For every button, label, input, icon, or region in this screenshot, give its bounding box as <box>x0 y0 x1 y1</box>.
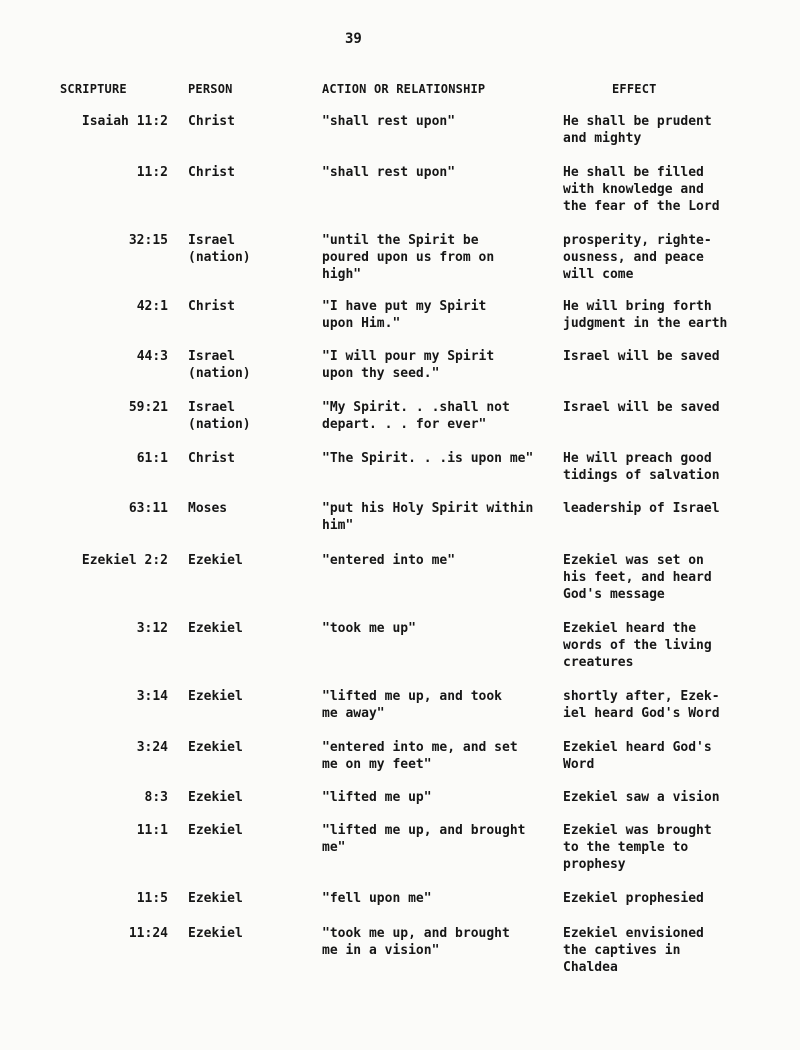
scripture-ref: 59:21 <box>128 400 168 415</box>
effect-cell: Ezekiel prophesied <box>563 891 704 906</box>
effect-cell: Ezekiel was set on his feet, and heard God's message <box>563 553 712 602</box>
action-cell: "entered into me, and set me on my feet" <box>322 740 518 772</box>
effect-cell: prosperity, righte- ousness, and peace will come <box>563 233 712 282</box>
scripture-ref: 11:24 <box>128 926 168 941</box>
effect-cell: He shall be filled with knowledge and the fear of the Lord <box>563 165 720 214</box>
action-cell: "lifted me up" <box>322 790 432 805</box>
person-cell: Christ <box>188 114 235 129</box>
person-cell: Ezekiel <box>188 823 243 838</box>
person-cell: Moses <box>188 501 228 516</box>
effect-cell: Ezekiel heard the words of the living creatures <box>563 621 712 670</box>
scripture-ref: 11:2 <box>136 165 168 180</box>
action-cell: "I will pour my Spirit upon thy seed." <box>322 349 495 381</box>
person-cell: Israel (nation) <box>188 233 251 265</box>
effect-cell: He will preach good tidings of salvation <box>563 451 720 483</box>
person-cell: Ezekiel <box>188 621 243 636</box>
scripture-ref: 11:1 <box>136 823 168 838</box>
scripture-ref: 42:1 <box>136 299 168 314</box>
header-person: PERSON <box>188 82 233 96</box>
scripture-ref: 63:11 <box>128 501 168 516</box>
scripture-ref: Isaiah 11:2 <box>81 114 168 129</box>
effect-cell: Ezekiel heard God's Word <box>563 740 712 772</box>
action-cell: "until the Spirit be poured upon us from on high" <box>322 233 495 282</box>
effect-cell: Israel will be saved <box>563 349 720 364</box>
effect-cell: shortly after, Ezek- iel heard God's Word <box>563 689 720 721</box>
person-cell: Christ <box>188 299 235 314</box>
person-cell: Ezekiel <box>188 891 243 906</box>
person-cell: Ezekiel <box>188 790 243 805</box>
action-cell: "My Spirit. . .shall not depart. . . for ever" <box>322 400 510 432</box>
scripture-ref: 3:14 <box>136 689 168 704</box>
header-action: ACTION OR RELATIONSHIP <box>322 82 486 96</box>
action-cell: "lifted me up, and brought me" <box>322 823 526 855</box>
action-cell: "fell upon me" <box>322 891 432 906</box>
person-cell: Ezekiel <box>188 740 243 755</box>
person-cell: Ezekiel <box>188 926 243 941</box>
effect-cell: Ezekiel was brought to the temple to prophesy <box>563 823 712 872</box>
scripture-ref: Ezekiel 2:2 <box>81 553 168 568</box>
effect-cell: Ezekiel saw a vision <box>563 790 720 805</box>
action-cell: "put his Holy Spirit within him" <box>322 501 534 533</box>
action-cell: "entered into me" <box>322 553 456 568</box>
effect-cell: He will bring forth judgment in the earth <box>563 299 728 331</box>
scripture-ref: 3:12 <box>136 621 168 636</box>
scripture-ref: 8:3 <box>144 790 168 805</box>
person-cell: Christ <box>188 165 235 180</box>
effect-cell: Ezekiel envisioned the captives in Chaldea <box>563 926 704 975</box>
page-number: 39 <box>345 31 362 47</box>
person-cell: Ezekiel <box>188 553 243 568</box>
effect-cell: leadership of Israel <box>563 501 720 516</box>
action-cell: "I have put my Spirit upon Him." <box>322 299 487 331</box>
action-cell: "shall rest upon" <box>322 114 456 129</box>
scripture-ref: 44:3 <box>136 349 168 364</box>
effect-cell: He shall be prudent and mighty <box>563 114 712 146</box>
header-scripture: SCRIPTURE <box>60 82 127 96</box>
person-cell: Christ <box>188 451 235 466</box>
person-cell: Ezekiel <box>188 689 243 704</box>
effect-cell: Israel will be saved <box>563 400 720 415</box>
action-cell: "took me up, and brought me in a vision" <box>322 926 510 958</box>
scripture-ref: 3:24 <box>136 740 168 755</box>
action-cell: "shall rest upon" <box>322 165 456 180</box>
scripture-ref: 11:5 <box>136 891 168 906</box>
header-effect: EFFECT <box>612 82 657 96</box>
person-cell: Israel (nation) <box>188 400 251 432</box>
scripture-ref: 61:1 <box>136 451 168 466</box>
action-cell: "lifted me up, and took me away" <box>322 689 503 721</box>
action-cell: "took me up" <box>322 621 416 636</box>
person-cell: Israel (nation) <box>188 349 251 381</box>
action-cell: "The Spirit. . .is upon me" <box>322 451 534 466</box>
scripture-ref: 32:15 <box>128 233 168 248</box>
